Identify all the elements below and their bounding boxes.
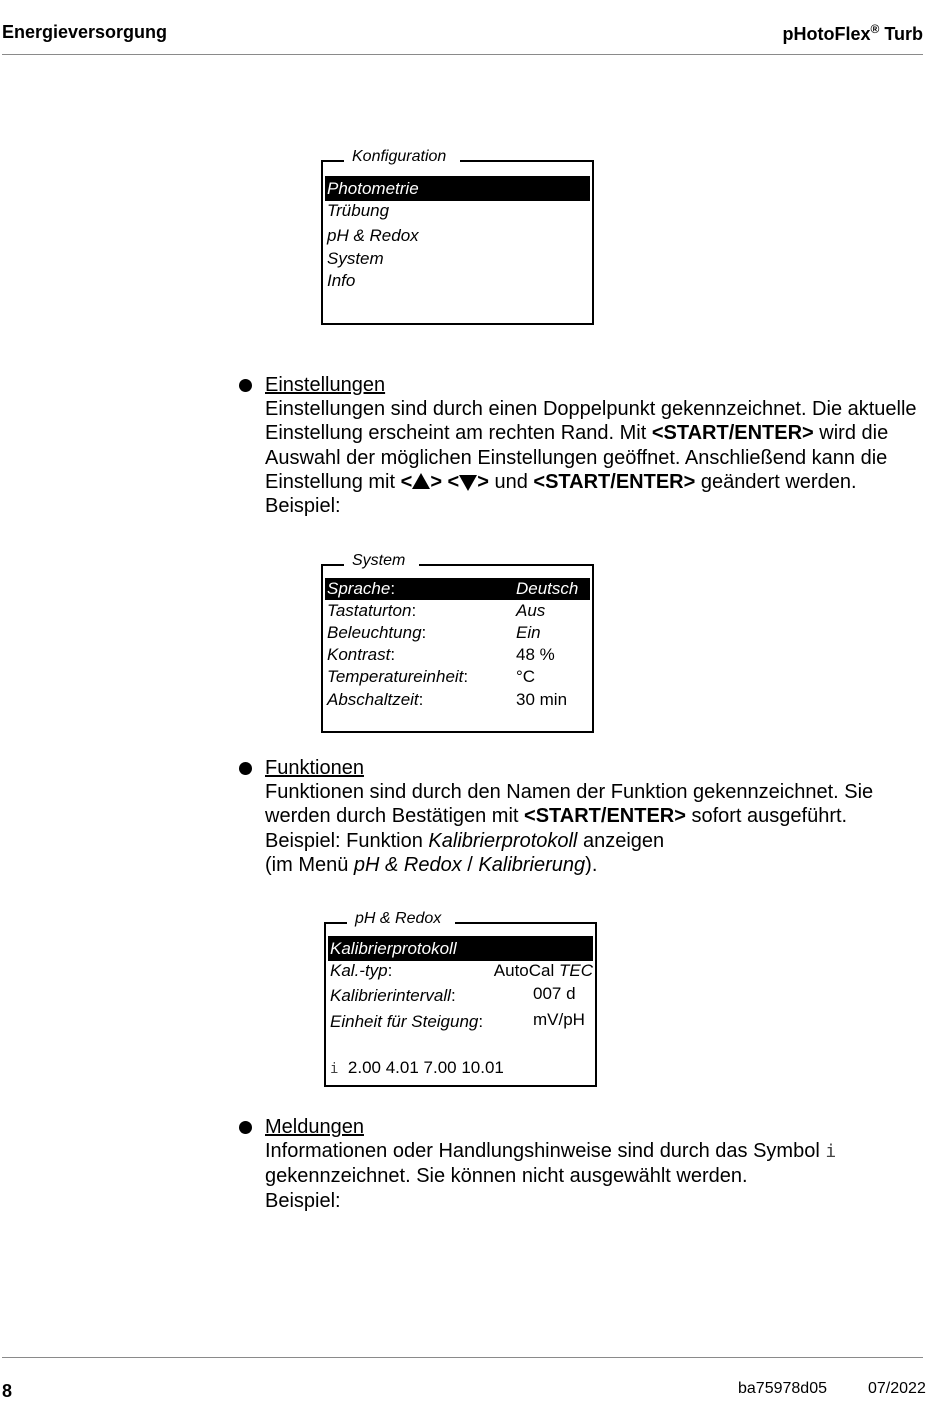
menu-item-selected[interactable] <box>325 176 590 201</box>
setting-value: AutoCal TEC <box>493 961 593 980</box>
setting-row[interactable] <box>325 600 590 622</box>
setting-label: Sprache: <box>327 579 396 598</box>
setting-value: Aus <box>516 601 546 620</box>
setting-row[interactable] <box>328 1011 593 1033</box>
running-header-product <box>782 22 923 45</box>
setting-label: Beleuchtung: <box>327 623 427 642</box>
info-text: i 2.00 4.01 7.00 10.01 <box>330 1058 504 1077</box>
document-id: ba75978d05 <box>738 1380 827 1397</box>
bullet-icon <box>239 1121 252 1134</box>
screen-title: System <box>344 550 419 572</box>
setting-row[interactable] <box>325 666 590 688</box>
info-icon: i <box>330 1061 339 1077</box>
setting-label: Kontrast: <box>327 645 396 664</box>
setting-row[interactable] <box>325 622 590 644</box>
example-line: Beispiel: Funktion Kalibrierprotokoll anzeigen <box>265 829 665 852</box>
registered-mark: ® <box>870 22 880 36</box>
setting-row-selected[interactable] <box>325 578 590 600</box>
running-header-section: Energieversorgung <box>2 22 168 42</box>
menu-item-label: Trübung <box>327 201 390 220</box>
setting-value: mV/pH <box>533 1010 585 1029</box>
function-label: Kalibrierprotokoll <box>330 939 457 958</box>
function-item-selected[interactable] <box>328 936 593 961</box>
example-label: Beispiel: <box>265 495 341 518</box>
product-brand: pHotoFlex <box>782 24 871 44</box>
setting-value: °C <box>516 667 536 686</box>
menu-item[interactable] <box>325 200 590 222</box>
info-line <box>328 1057 593 1079</box>
setting-value: Deutsch <box>516 579 579 598</box>
section-funktionen <box>265 756 935 877</box>
section-heading: Einstellungen <box>265 374 386 396</box>
setting-value: Ein <box>516 623 541 642</box>
setting-label: Kalibrierintervall: <box>330 986 456 1005</box>
menu-item-label: Info <box>327 271 356 290</box>
setting-value: 48 % <box>516 645 555 664</box>
section-heading: Funktionen <box>265 757 364 779</box>
header-rule <box>2 54 923 55</box>
arrow-up-icon <box>412 473 430 489</box>
screen-ph-redox <box>324 910 597 1087</box>
bullet-icon <box>239 379 252 392</box>
setting-label: Tastaturton: <box>327 601 417 620</box>
screen-system <box>321 552 594 733</box>
document-date: 07/2022 <box>868 1380 926 1397</box>
section-einstellungen <box>265 373 935 518</box>
setting-row[interactable] <box>328 985 593 1007</box>
example-label: Beispiel: <box>265 1189 341 1212</box>
setting-value: 007 d <box>533 984 576 1003</box>
arrow-down-icon <box>459 475 477 491</box>
section-body: Einstellungen sind durch einen Doppelpunkt gekennzeichnet. Die aktuelle Einstellung erscheint am rechten Rand. Mit <START/ENTER> wird die Auswahl der möglichen Einstellungen geöffnet. Anschließend kann die Einstellung mit < > < > und <START/ENTER> geändert werden. <box>265 398 917 493</box>
setting-label: Temperatureinheit: <box>327 667 469 686</box>
menu-path-line: (im Menü pH & Redox / Kalibrierung). <box>265 853 598 876</box>
setting-value: 30 min <box>516 690 568 709</box>
section-heading: Meldungen <box>265 1116 364 1138</box>
setting-row[interactable] <box>325 689 590 711</box>
screen-konfiguration <box>321 148 594 325</box>
setting-row[interactable] <box>328 960 593 982</box>
menu-item-label: pH & Redox <box>327 226 419 245</box>
bullet-icon <box>239 762 252 775</box>
setting-row[interactable] <box>325 644 590 666</box>
setting-label: Kal.-typ: <box>330 961 393 980</box>
section-body: Informationen oder Handlungshinweise sind durch das Symbol i gekennzeichnet. Sie können nicht ausgewählt werden. <box>265 1140 837 1188</box>
section-body: Funktionen sind durch den Namen der Funktion gekennzeichnet. Sie werden durch Bestätigen mit <START/ENTER> sofort ausgeführt. <box>265 781 874 828</box>
section-meldungen <box>265 1115 935 1213</box>
screen-title: Konfiguration <box>344 146 460 168</box>
footer-rule <box>2 1357 923 1358</box>
menu-item-label: System <box>327 249 384 268</box>
setting-label: Einheit für Steigung: <box>330 1012 484 1031</box>
screen-title: pH & Redox <box>347 908 455 930</box>
product-model: Turb <box>884 24 923 44</box>
page-number: 8 <box>2 1381 13 1401</box>
setting-label: Abschaltzeit: <box>327 690 424 709</box>
info-icon: i <box>825 1141 837 1163</box>
menu-item[interactable] <box>325 225 590 247</box>
menu-item[interactable] <box>325 248 590 270</box>
menu-item[interactable] <box>325 270 590 292</box>
menu-item-label: Photometrie <box>327 179 419 198</box>
